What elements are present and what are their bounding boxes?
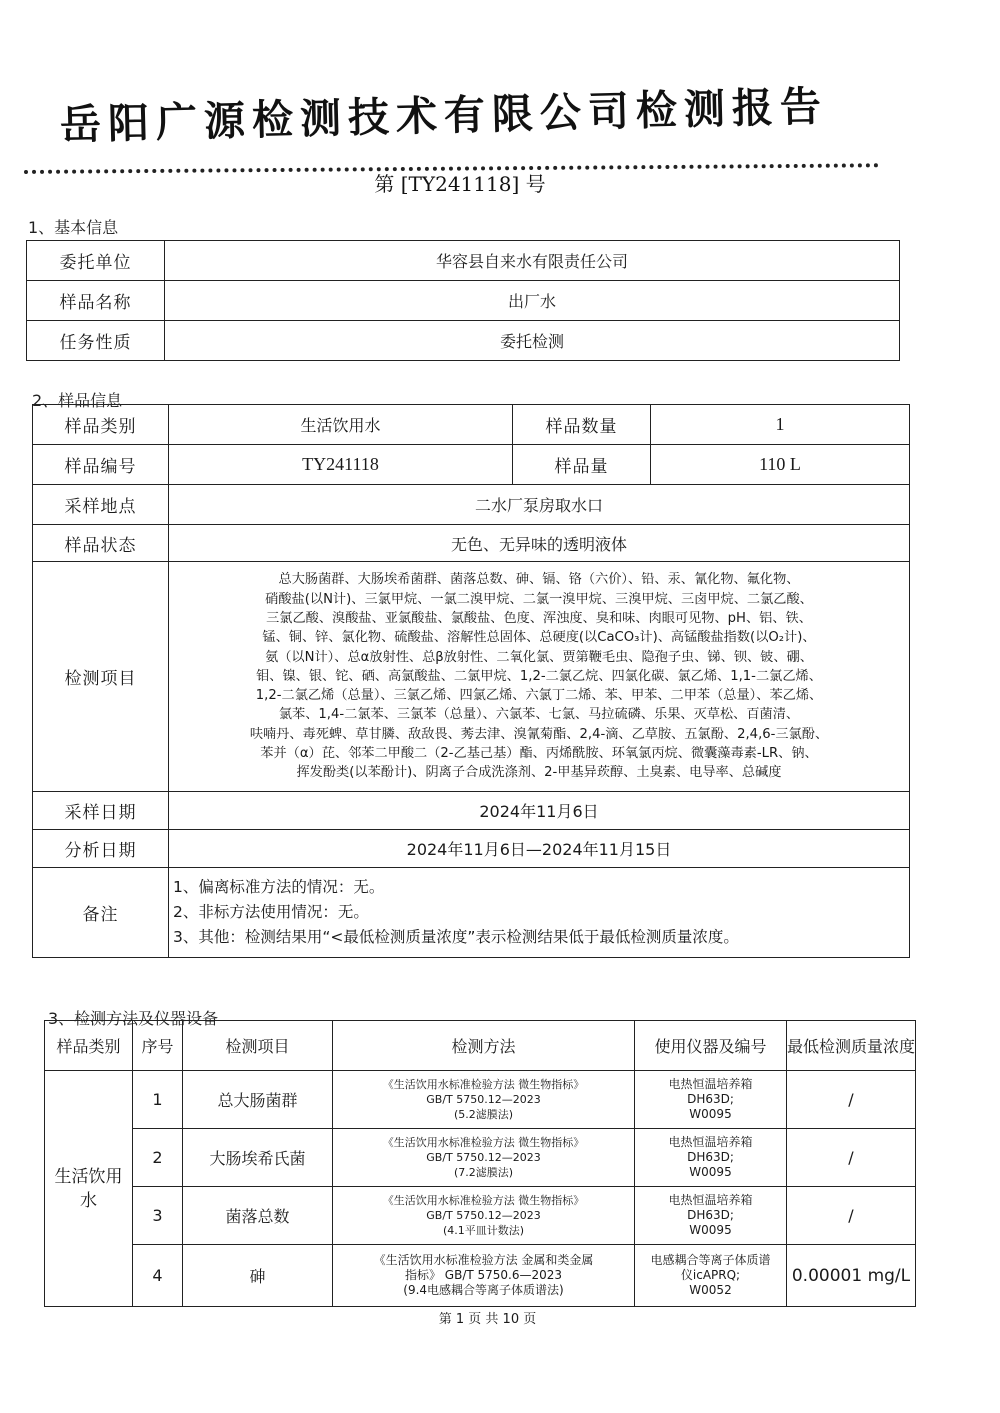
test-items-line: 呋喃丹、毒死蜱、草甘膦、敌敌畏、莠去津、溴氰菊酯、2,4-滴、乙草胺、五氯酚、2,4,6-三氯酚、 <box>249 726 829 742</box>
method-line: 《生活饮用水标准检验方法 微生物指标》 <box>382 1194 585 1207</box>
instrument-line: DH63D; <box>687 1092 734 1106</box>
section-basic-info-heading: 1、基本信息 <box>28 218 119 237</box>
test-items-line: 1,2-二氯乙烯（总量）、三氯乙烯、四氯乙烯、六氯丁二烯、苯、甲苯、二甲苯（总量）、苯乙烯、 <box>255 688 823 704</box>
table-row <box>33 830 910 868</box>
sample-no-value: TY241118 <box>169 445 513 485</box>
notes-label: 备注 <box>33 868 169 958</box>
sample-amount-value: 110 L <box>651 445 910 485</box>
col-header-item: 检测项目 <box>183 1021 333 1071</box>
report-number: 第 [TY241118] 号 <box>374 172 546 196</box>
table-row <box>45 1245 916 1307</box>
note-line: 3、其他：检测结果用“<最低检测质量浓度”表示检测结果低于最低检测质量浓度。 <box>173 928 739 946</box>
col-header-method: 检测方法 <box>333 1021 635 1071</box>
table-row <box>33 445 910 485</box>
sample-name-value: 出厂水 <box>165 281 900 321</box>
method-line: (4.1平皿计数法) <box>442 1224 525 1237</box>
section-methods-heading: 3、检测方法及仪器设备 <box>48 1009 219 1028</box>
sampling-date-value: 2024年11月6日 <box>169 792 910 830</box>
test-items-line: 三氯乙酸、溴酸盐、亚氯酸盐、氯酸盐、色度、浑浊度、臭和味、肉眼可见物、pH、铝、铁、 <box>266 610 812 626</box>
table-row <box>27 241 900 281</box>
test-items-line: 钼、镍、银、铊、硒、高氯酸盐、二氯甲烷、1,2-二氯乙烷、四氯化碳、氯乙烯、1,1-二氯乙烯、 <box>256 668 822 684</box>
method-line: GB/T 5750.12—2023 <box>426 1151 541 1164</box>
sampling-date-label: 采样日期 <box>33 792 169 830</box>
analysis-date-value: 2024年11月6日—2024年11月15日 <box>169 830 910 868</box>
sample-type-label: 样品类别 <box>33 405 169 445</box>
instrument-line: 电热恒温培养箱 <box>668 1077 753 1091</box>
table-row <box>33 562 910 792</box>
method-line: 《生活饮用水标准检验方法 金属和类金属 <box>373 1253 594 1267</box>
test-items-line: 氯苯、1,4-二氯苯、三氯苯（总量）、六氯苯、七氯、马拉硫磷、乐果、灭草松、百菌清、 <box>278 707 800 723</box>
test-items-line: 氨（以N计）、总α放射性、总β放射性、二氧化氯、贾第鞭毛虫、隐孢子虫、锑、钡、铍、硼、 <box>265 649 813 665</box>
method-line: (7.2滤膜法) <box>453 1166 514 1179</box>
row-method <box>333 1129 635 1187</box>
method-line: GB/T 5750.12—2023 <box>426 1209 541 1222</box>
sample-info-table <box>32 404 910 958</box>
table-row <box>33 868 910 958</box>
method-line: (9.4电感耦合等离子体质谱法) <box>403 1283 564 1297</box>
col-header-category: 样品类别 <box>45 1021 133 1071</box>
section-sample-info-heading: 2、样品信息 <box>32 391 123 410</box>
method-line: 《生活饮用水标准检验方法 微生物指标》 <box>382 1078 585 1091</box>
row-no: 4 <box>133 1245 183 1307</box>
sample-count-label: 样品数量 <box>513 405 651 445</box>
row-limit: / <box>787 1071 916 1129</box>
instrument-line: DH63D; <box>687 1150 734 1164</box>
methods-table <box>44 1020 916 1307</box>
table-row <box>45 1071 916 1129</box>
row-limit: / <box>787 1129 916 1187</box>
sample-amount-label: 样品量 <box>513 445 651 485</box>
row-instrument <box>635 1129 787 1187</box>
sample-type-value: 生活饮用水 <box>169 405 513 445</box>
category-cell: 生活饮用水 <box>45 1071 133 1307</box>
table-row <box>33 405 910 445</box>
report-title: 岳阳广源检测技术有限公司检测报告 <box>59 82 829 149</box>
table-header-row <box>45 1021 916 1071</box>
instrument-line: 电热恒温培养箱 <box>668 1135 753 1149</box>
method-line: (5.2滤膜法) <box>453 1108 514 1121</box>
row-instrument <box>635 1071 787 1129</box>
table-row <box>33 792 910 830</box>
notes-value <box>169 868 910 958</box>
location-value: 二水厂泵房取水口 <box>169 485 910 525</box>
location-label: 采样地点 <box>33 485 169 525</box>
col-header-instrument: 使用仪器及编号 <box>635 1021 787 1071</box>
row-instrument <box>635 1245 787 1307</box>
row-limit: 0.00001 mg/L <box>787 1245 916 1307</box>
test-items-line: 苯并（α）芘、邻苯二甲酸二（2-乙基己基）酯、丙烯酰胺、环氧氯丙烷、微囊藻毒素-LR、钠、 <box>260 746 818 762</box>
client-value: 华容县自来水有限责任公司 <box>165 241 900 281</box>
test-items-line: 硝酸盐(以N计)、三氯甲烷、一氯二溴甲烷、二氯一溴甲烷、三溴甲烷、三卤甲烷、二氯乙酸、 <box>265 591 813 607</box>
row-instrument <box>635 1187 787 1245</box>
test-items-line: 锰、铜、锌、氯化物、硫酸盐、溶解性总固体、总硬度(以CaCO₃计)、高锰酸盐指数(以O₂计)、 <box>262 630 816 646</box>
sample-name-label: 样品名称 <box>27 281 165 321</box>
note-line: 1、偏离标准方法的情况：无。 <box>173 878 385 896</box>
sample-no-label: 样品编号 <box>33 445 169 485</box>
table-row <box>45 1129 916 1187</box>
row-item: 砷 <box>183 1245 333 1307</box>
row-method <box>333 1245 635 1307</box>
method-line: 《生活饮用水标准检验方法 微生物指标》 <box>382 1136 585 1149</box>
basic-info-table <box>26 240 900 361</box>
table-row <box>27 321 900 361</box>
note-line: 2、非标方法使用情况：无。 <box>173 903 369 921</box>
col-header-limit: 最低检测质量浓度 <box>787 1021 916 1071</box>
instrument-line: W0052 <box>689 1283 732 1297</box>
client-label: 委托单位 <box>27 241 165 281</box>
test-items-line: 总大肠菌群、大肠埃希菌群、菌落总数、砷、镉、铬（六价）、铅、汞、氰化物、氟化物、 <box>278 572 800 588</box>
instrument-line: 电热恒温培养箱 <box>668 1193 753 1207</box>
test-items-value <box>169 562 910 792</box>
instrument-line: W0095 <box>689 1165 732 1179</box>
test-items-label: 检测项目 <box>33 562 169 792</box>
instrument-line: DH63D; <box>687 1208 734 1222</box>
task-type-value: 委托检测 <box>165 321 900 361</box>
task-type-label: 任务性质 <box>27 321 165 361</box>
row-method <box>333 1071 635 1129</box>
analysis-date-label: 分析日期 <box>33 830 169 868</box>
method-line: 指标》 GB/T 5750.6—2023 <box>404 1268 563 1282</box>
row-item: 菌落总数 <box>183 1187 333 1245</box>
page-number: 第 1 页 共 10 页 <box>438 1312 537 1327</box>
instrument-line: W0095 <box>689 1223 732 1237</box>
row-item: 大肠埃希氏菌 <box>183 1129 333 1187</box>
method-line: GB/T 5750.12—2023 <box>426 1093 541 1106</box>
state-label: 样品状态 <box>33 525 169 562</box>
row-method <box>333 1187 635 1245</box>
row-no: 2 <box>133 1129 183 1187</box>
instrument-line: 仪icAPRQ; <box>680 1268 741 1282</box>
row-no: 3 <box>133 1187 183 1245</box>
col-header-no: 序号 <box>133 1021 183 1071</box>
test-items-line: 挥发酚类(以苯酚计)、阴离子合成洗涤剂、2-甲基异莰醇、土臭素、电导率、总碱度 <box>296 765 782 781</box>
row-item: 总大肠菌群 <box>183 1071 333 1129</box>
row-no: 1 <box>133 1071 183 1129</box>
table-row <box>27 281 900 321</box>
table-row <box>33 525 910 562</box>
row-limit: / <box>787 1187 916 1245</box>
instrument-line: W0095 <box>689 1107 732 1121</box>
instrument-line: 电感耦合等离子体质谱 <box>650 1253 771 1267</box>
table-row <box>45 1187 916 1245</box>
sample-count-value: 1 <box>651 405 910 445</box>
state-value: 无色、无异味的透明液体 <box>169 525 910 562</box>
table-row <box>33 485 910 525</box>
